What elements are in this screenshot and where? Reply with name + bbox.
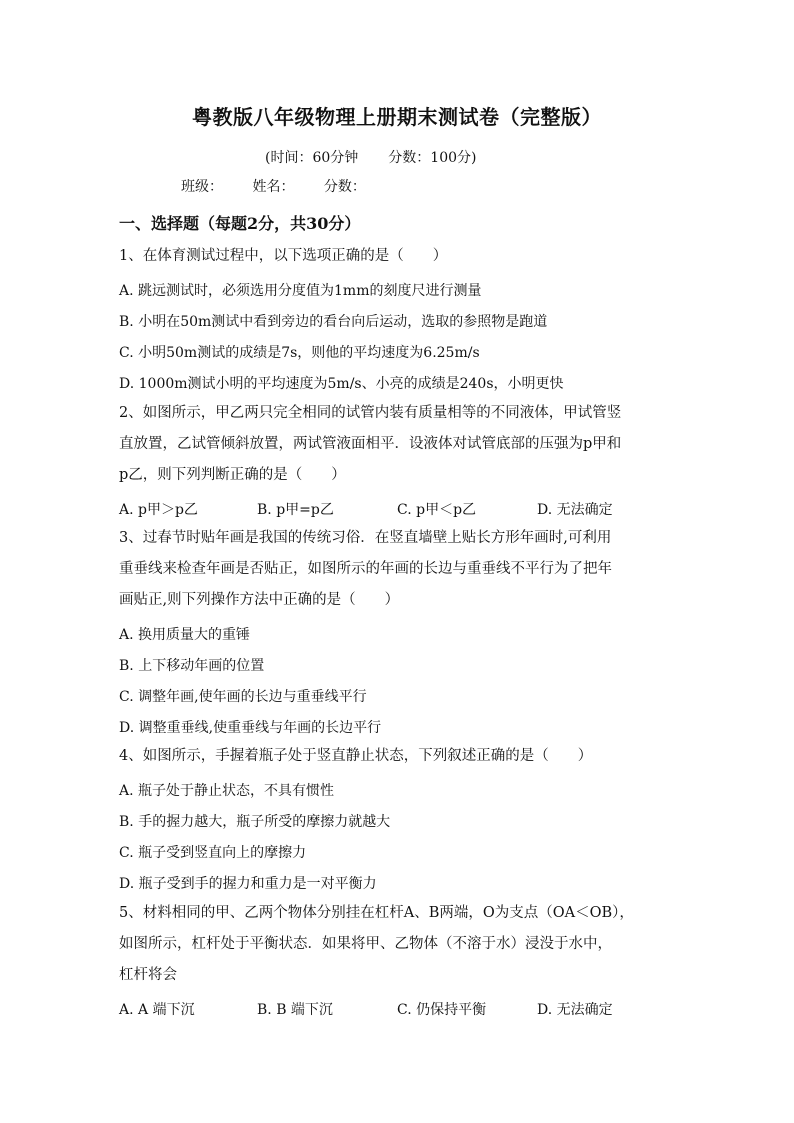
q2-option-a: A. p甲＞p乙: [119, 502, 198, 518]
q4-option-a: A. 瓶子处于静止状态，不具有惯性: [119, 783, 335, 799]
q4-option-b: B. 手的握力越大，瓶子所受的摩擦力就越大: [119, 814, 391, 830]
section-heading: 一、选择题（每题2分，共30分）: [119, 214, 361, 233]
q4-option-c: C. 瓶子受到竖直向上的摩擦力: [119, 845, 307, 861]
exam-total-score: 分数：100分): [388, 150, 477, 166]
score-label: 分数：: [323, 179, 366, 195]
q1-option-c: C. 小明50m测试的成绩是7s，则他的平均速度为6.25m/s: [119, 345, 480, 361]
page-title: 粤教版八年级物理上册期末测试卷（完整版）: [192, 105, 602, 129]
name-label: 姓名：: [252, 179, 295, 195]
q4-stem: 4、如图所示，手握着瓶子处于竖直静止状态，下列叙述正确的是（ ）: [119, 748, 593, 764]
q1-option-a: A. 跳远测试时，必须选用分度值为1mm的刻度尺进行测量: [119, 283, 482, 299]
q2-option-d: D. 无法确定: [537, 502, 613, 518]
q4-option-d: D. 瓶子受到手的握力和重力是一对平衡力: [119, 876, 377, 892]
q5-stem-line1: 5、材料相同的甲、乙两个物体分别挂在杠杆A、B两端，O为支点（OA＜OB），: [119, 905, 634, 921]
q3-option-c: C. 调整年画,使年画的长边与重垂线平行: [119, 689, 367, 705]
q5-option-a: A. A 端下沉: [119, 1002, 195, 1018]
q2-stem-line2: 直放置，乙试管倾斜放置，两试管液面相平．设液体对试管底部的压强为p甲和: [119, 436, 622, 452]
q3-stem-line1: 3、过春节时贴年画是我国的传统习俗．在竖直墙壁上贴长方形年画时,可利用: [119, 530, 612, 546]
q3-option-b: B. 上下移动年画的位置: [119, 658, 265, 674]
q5-option-b: B. B 端下沉: [257, 1002, 333, 1018]
q1-option-d: D. 1000m测试小明的平均速度为5m/s、小亮的成绩是240s，小明更快: [119, 376, 564, 392]
q2-option-b: B. p甲=p乙: [257, 502, 334, 518]
q1-stem: 1、在体育测试过程中，以下选项正确的是（ ）: [119, 248, 448, 264]
q2-option-c: C. p甲＜p乙: [397, 502, 477, 518]
exam-meta: [265, 147, 506, 167]
exam-time: (时间：60分钟: [265, 150, 359, 166]
q5-stem-line2: 如图所示，杠杆处于平衡状态．如果将甲、乙物体（不溶于水）浸没于水中，: [119, 936, 612, 952]
q5-option-d: D. 无法确定: [537, 1002, 613, 1018]
q5-stem-line3: 杠杆将会: [119, 967, 177, 983]
q1-option-b: B. 小明在50m测试中看到旁边的看台向后运动，选取的参照物是跑道: [119, 314, 548, 330]
q3-stem-line2: 重垂线来检查年画是否贴正，如图所示的年画的长边与重垂线不平行为了把年: [119, 561, 612, 577]
student-info: [181, 176, 391, 196]
q2-stem-line3: p乙，则下列判断正确的是（ ）: [119, 467, 346, 483]
q3-option-d: D. 调整重垂线,使重垂线与年画的长边平行: [119, 720, 382, 736]
q2-stem-line1: 2、如图所示，甲乙两只完全相同的试管内装有质量相等的不同液体，甲试管竖: [119, 405, 622, 421]
class-label: 班级：: [181, 179, 223, 195]
q3-stem-line3: 画贴正,则下列操作方法中正确的是（ ）: [119, 592, 400, 608]
q3-option-a: A. 换用质量大的重锤: [119, 627, 251, 643]
q5-option-c: C. 仍保持平衡: [397, 1002, 487, 1018]
